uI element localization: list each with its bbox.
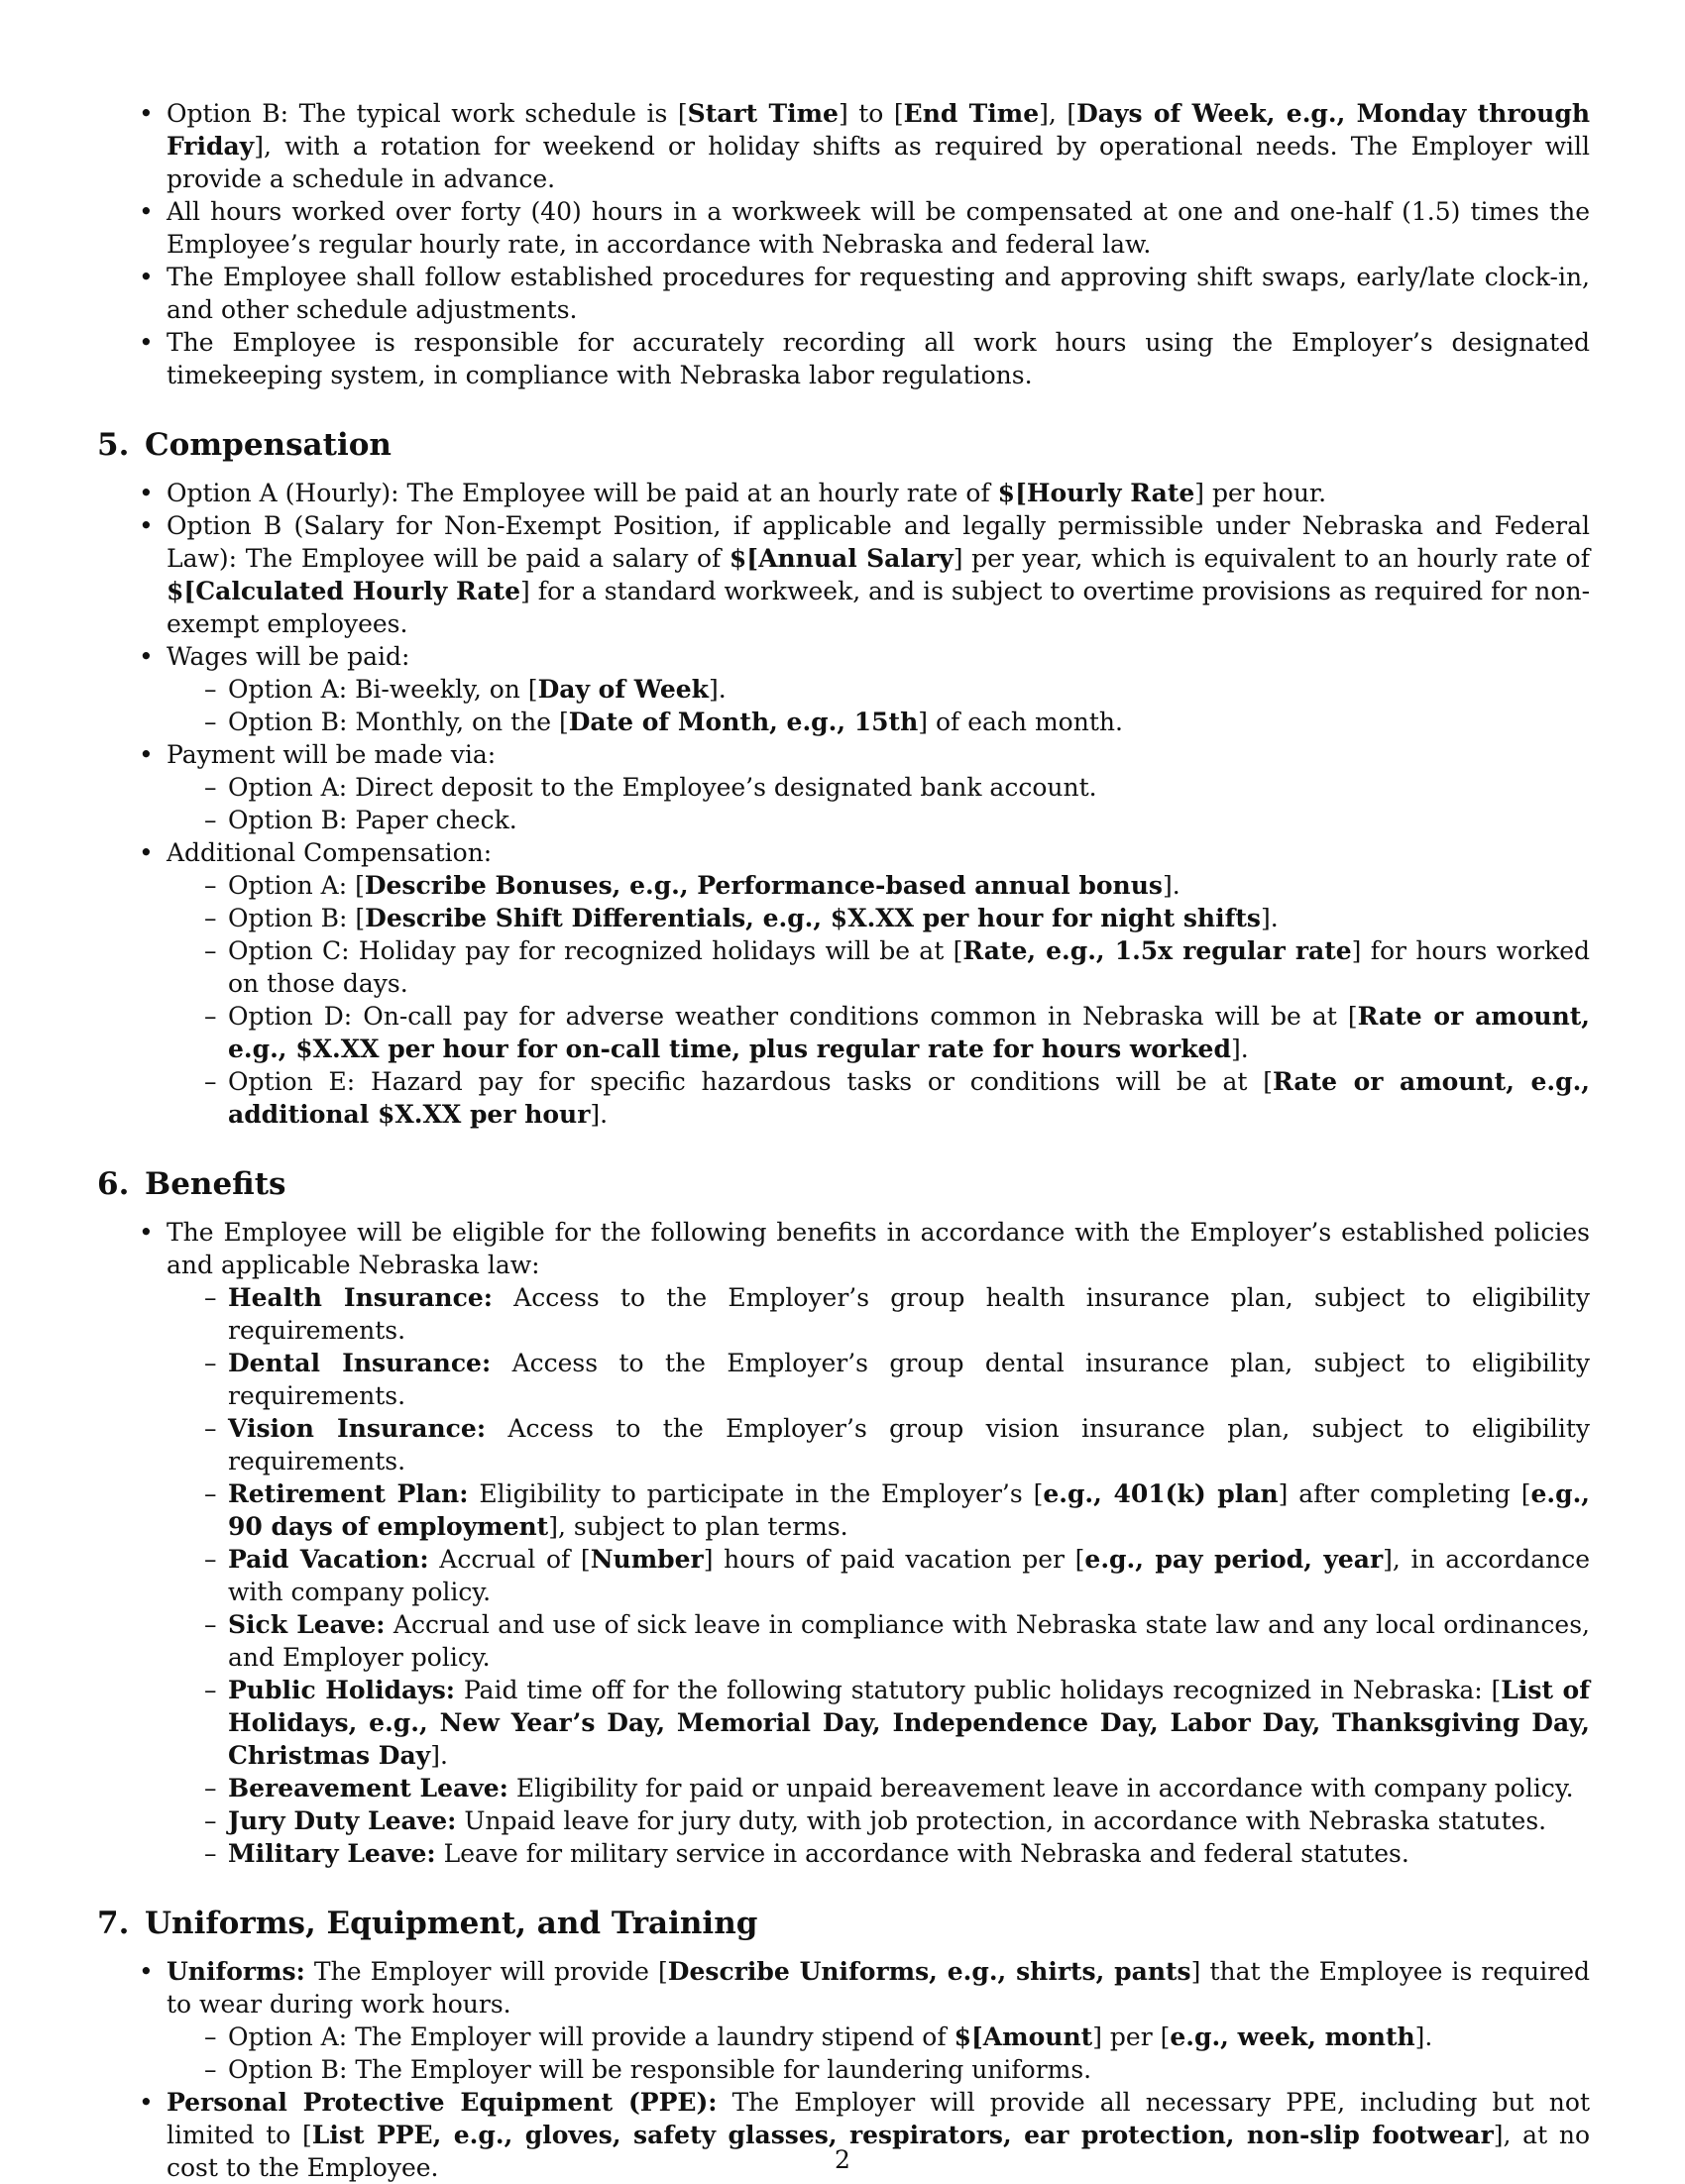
comp-option-a: • Option A (Hourly): The Employee will be paid at an hourly rate of $[Hourly Rate] per hour. — [97, 477, 1590, 509]
uniform-option-a: – Option A: The Employer will provide a laundry stipend of $[Amount] per [e.g., week, month]. — [167, 2020, 1590, 2053]
uniforms-item: • Uniforms: The Employer will provide [Describe Uniforms, e.g., shirts, pants] that the Employee is required to wear during work hours. – Option A: The Employer will provide a laundry stipend of $[Amount] per [e.g., week, month]. – Option B: The Employer will be responsible for laundering uniforms. — [97, 1955, 1590, 2086]
benefits-list — [97, 1216, 1590, 1870]
schedule-procedures: • The Employee shall follow established procedures for requesting and approving shift swaps, early/late clock-in, and other schedule adjustments. — [97, 261, 1590, 326]
benefit-military: – Military Leave: Leave for military service in accordance with Nebraska and federal statutes. — [167, 1837, 1590, 1870]
section-title: 6. Benefits — [97, 1166, 286, 1202]
section-6-heading — [97, 1164, 1590, 1204]
benefit-holidays: – Public Holidays: Paid time off for the following statutory public holidays recognized in Nebraska: [List of Holidays, e.g., New Year’s Day, Memorial Day, Independence Day, Labor Day, Thanksgiving Day, Christmas Day]. — [167, 1674, 1590, 1772]
schedule-recording: • The Employee is responsible for accurately recording all work hours using the Employer’s designated timekeeping system, in compliance with Nebraska labor regulations. — [97, 326, 1590, 391]
benefit-vision: – Vision Insurance: Access to the Employer’s group vision insurance plan, subject to eligibility requirements. — [167, 1412, 1590, 1477]
wages-options — [167, 673, 1590, 738]
comp-option-b: • Option B (Salary for Non-Exempt Position, if applicable and legally permissible under Nebraska and Federal Law): The Employee will be paid a salary of $[Annual Salary] per year, which is equivalent to an hourly rate of $[Calculated Hourly Rate] for a standard workweek, and is subject to overtime provisions as required for non-exempt employees. — [97, 509, 1590, 640]
benefit-jury: – Jury Duty Leave: Unpaid leave for jury duty, with job protection, in accordance with Nebraska statutes. — [167, 1804, 1590, 1837]
uniform-options — [167, 2020, 1590, 2086]
schedule-overtime: • All hours worked over forty (40) hours in a workweek will be compensated at one and one-half (1.5) times the Employee’s regular hourly rate, in accordance with Nebraska and federal law. — [97, 195, 1590, 261]
schedule-option-b: • Option B: The typical work schedule is [Start Time] to [End Time], [Days of Week, e.g., Monday through Friday], with a rotation for weekend or holiday shifts as required by operational needs. The Employer will provide a schedule in advance. — [97, 97, 1590, 195]
section-title: 7. Uniforms, Equipment, and Training — [97, 1906, 758, 1941]
compensation-list — [97, 477, 1590, 1131]
comp-payment: • Payment will be made via: – Option A: Direct deposit to the Employee’s designated bank account. – Option B: Paper check. — [97, 738, 1590, 836]
page-number: 2 — [835, 2145, 850, 2174]
schedule-list — [97, 97, 1590, 391]
additional-option-e: – Option E: Hazard pay for specific hazardous tasks or conditions will be at [Rate or amount, e.g., additional $X.XX per hour]. — [167, 1065, 1590, 1131]
comp-additional: • Additional Compensation: – Option A: [Describe Bonuses, e.g., Performance-based annual bonus]. – Option B: [Describe Shift Differentials, e.g., $X.XX per hour for night shifts]. – Option C: Holiday pay for recognized holidays will be at [Rate, e.g., 1.5x regular rate] for hours worked on those days. – Option D: On-call pay for adverse weather conditions common in Nebraska will be at [Rate or amount, e.g., $X.XX per hour for on-call time, plus regular rate for hours worked]. – Option E: Hazard pay for specific hazardous tasks or conditions will be at [Rate or amount, e.g., additional $X.XX per hour]. — [97, 836, 1590, 1131]
additional-option-b: – Option B: [Describe Shift Differentials, e.g., $X.XX per hour for night shifts]. — [167, 902, 1590, 934]
section-7-heading — [97, 1904, 1590, 1943]
benefit-retirement: – Retirement Plan: Eligibility to participate in the Employer’s [e.g., 401(k) plan] after completing [e.g., 90 days of employment], subject to plan terms. — [167, 1477, 1590, 1543]
section-5-heading — [97, 425, 1590, 465]
comp-wages: • Wages will be paid: – Option A: Bi-weekly, on [Day of Week]. – Option B: Monthly, on the [Date of Month, e.g., 15th] of each month. — [97, 640, 1590, 738]
uniform-option-b: – Option B: The Employer will be responsible for laundering uniforms. — [167, 2053, 1590, 2086]
benefit-vacation: – Paid Vacation: Accrual of [Number] hours of paid vacation per [e.g., pay period, year], in accordance with company policy. — [167, 1543, 1590, 1608]
additional-options — [167, 869, 1590, 1131]
benefit-health: – Health Insurance: Access to the Employer’s group health insurance plan, subject to eligibility requirements. — [167, 1281, 1590, 1347]
wages-option-b: – Option B: Monthly, on the [Date of Month, e.g., 15th] of each month. — [167, 706, 1590, 738]
ppe-item: • Personal Protective Equipment (PPE): The Employer will provide all necessary PPE, including but not limited to [List PPE, e.g., gloves, safety glasses, respirators, ear protection, non-slip footwear], at no cost to the Employee. — [97, 2086, 1590, 2184]
additional-option-d: – Option D: On-call pay for adverse weather conditions common in Nebraska will be at [Rate or amount, e.g., $X.XX per hour for on-call time, plus regular rate for hours worked]. — [167, 1000, 1590, 1065]
payment-option-a: – Option A: Direct deposit to the Employee’s designated bank account. — [167, 771, 1590, 804]
benefit-bereavement: – Bereavement Leave: Eligibility for paid or unpaid bereavement leave in accordance with company policy. — [167, 1772, 1590, 1804]
benefit-sick: – Sick Leave: Accrual and use of sick leave in compliance with Nebraska state law and any local ordinances, and Employer policy. — [167, 1608, 1590, 1674]
document-content — [97, 97, 1590, 2184]
benefit-dental: – Dental Insurance: Access to the Employer’s group dental insurance plan, subject to eligibility requirements. — [167, 1347, 1590, 1412]
wages-option-a: – Option A: Bi-weekly, on [Day of Week]. — [167, 673, 1590, 706]
payment-options — [167, 771, 1590, 836]
benefits-items — [167, 1281, 1590, 1870]
payment-option-b: – Option B: Paper check. — [167, 804, 1590, 836]
section-title: 5. Compensation — [97, 427, 392, 463]
additional-option-c: – Option C: Holiday pay for recognized holidays will be at [Rate, e.g., 1.5x regular rate] for hours worked on those days. — [167, 934, 1590, 1000]
additional-option-a: – Option A: [Describe Bonuses, e.g., Performance-based annual bonus]. — [167, 869, 1590, 902]
benefits-intro: • The Employee will be eligible for the following benefits in accordance with the Employer’s established policies and applicable Nebraska law: – Health Insurance: Access to the Employer’s group health insurance plan, subject to eligibility requirements. – Dental Insurance: Access to the Employer’s group dental insurance plan, subject to eligibility requirements. – Vision Insurance: Access to the Employer’s group vision insurance plan, subject to eligibility requirements. – Retirement Plan: Eligibility to participate in the Employer’s [e.g., 401(k) plan] after completing [e.g., 90 days of employment], subject to plan terms. – Paid Vacation: Accrual of [Number] hours of paid vacation per [e.g., pay period, year], in accordance with company policy. – Sick Leave: Accrual and use of sick leave in compliance with Nebraska state law and any local ordinances, and Employer policy. – Public Holidays: Paid time off for the following statutory public holidays recognized in Nebraska: [List of Holidays, e.g., New Year’s Day, Memorial Day, Independence Day, Labor Day, Thanksgiving Day, Christmas Day]. – Bereavement Leave: Eligibility for paid or unpaid bereavement leave in accordance with company policy. – Jury Duty Leave: Unpaid leave for jury duty, with job protection, in accordance with Nebraska statutes. – Military Leave: Leave for military service in accordance with Nebraska and federal statutes. — [97, 1216, 1590, 1870]
